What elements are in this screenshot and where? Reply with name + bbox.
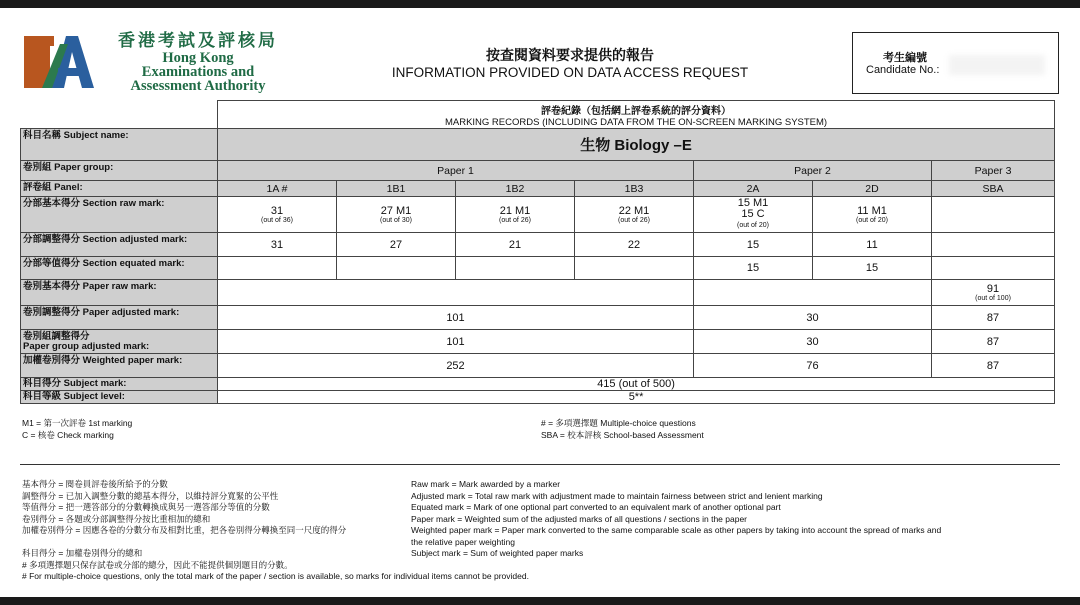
section-equated-sba — [932, 257, 1055, 280]
paper-group-adjusted-p2: 30 — [694, 330, 932, 354]
subject-name-label: 科目名稱 Subject name: — [21, 129, 218, 161]
section-raw-1b2 — [456, 197, 575, 233]
table-corner — [21, 101, 218, 129]
glossary-extra-item: 科目得分 = 加權卷別得分的總和 — [22, 548, 143, 558]
report-title — [360, 47, 780, 81]
section-raw-value: 15 M1 — [737, 197, 769, 209]
report-title-zh: 按查閱資料要求提供的報告 — [486, 47, 654, 63]
section-adjusted-1b1: 27 — [337, 233, 456, 257]
section-raw-out-of: (out of 36) — [261, 217, 293, 224]
weighted-paper-p2: 76 — [694, 354, 932, 378]
redacted-candidate-number — [949, 55, 1045, 75]
subject-level-value: 5** — [218, 391, 1055, 404]
bottom-border — [0, 597, 1080, 605]
paper-adjusted-p1: 101 — [218, 306, 694, 330]
paper-raw-p2 — [694, 280, 932, 306]
org-name-zh: 香港考試及評核局 — [118, 31, 278, 50]
glossary-zh-item: 卷別得分 = 各題或分部調整得分按比重相加的總和 — [22, 513, 211, 524]
subject-name-value: 生物 Biology –E — [218, 129, 1055, 161]
section-raw-out-of: (out of 26) — [499, 217, 531, 224]
glossary-zh-item: 調整得分 = 已加入調整分數的總基本得分，以維持評分寬緊的公平性 — [22, 490, 279, 501]
section-raw-out-of: (out of 20) — [856, 217, 888, 224]
glossary-en-item: Raw mark = Mark awarded by a marker — [411, 479, 561, 489]
glossary-en-item: Subject mark = Sum of weighted paper marks — [411, 548, 584, 558]
section-raw-value: 22 M1 — [618, 205, 650, 217]
section-raw-value: 11 M1 — [857, 205, 887, 217]
section-raw-check: 15 C — [741, 208, 765, 220]
marking-records-table — [20, 100, 1055, 404]
glossary-extra-item: # For multiple-choice questions, only the total mark of the paper / section is available, so marks for individual items cannot be provided. — [22, 571, 529, 581]
section-equated-2a: 15 — [694, 257, 813, 280]
subject-level-label: 科目等級 Subject level: — [21, 391, 218, 404]
subject-mark-value: 415 (out of 500) — [218, 378, 1055, 391]
glossary-zh — [22, 479, 346, 537]
section-raw-out-of: (out of 30) — [380, 217, 412, 224]
section-raw-1b1 — [337, 197, 456, 233]
panel-2a: 2A — [694, 181, 813, 197]
section-adjusted-label: 分部調整得分 Section adjusted mark: — [21, 233, 218, 257]
paper-group-adjusted-label-en: Paper group adjusted mark: — [23, 341, 150, 352]
org-name-en-1: Hong Kong — [162, 50, 234, 66]
section-equated-1b2 — [456, 257, 575, 280]
paper-adjusted-p3: 87 — [932, 306, 1055, 330]
section-adjusted-1a: 31 — [218, 233, 337, 257]
organization-name — [108, 31, 288, 93]
panel-2d: 2D — [813, 181, 932, 197]
note-m1: M1 = 第一次評卷 1st marking — [22, 418, 133, 428]
section-raw-1b3 — [575, 197, 694, 233]
report-title-en: INFORMATION PROVIDED ON DATA ACCESS REQUEST — [391, 65, 749, 80]
panel-1b3: 1B3 — [575, 181, 694, 197]
section-raw-out-of: (out of 26) — [618, 217, 650, 224]
glossary-en — [411, 479, 941, 560]
paper-group-2: Paper 2 — [694, 161, 932, 181]
panel-1a: 1A # — [218, 181, 337, 197]
section-raw-value: 27 M1 — [380, 205, 412, 217]
paper-group-adjusted-p3: 87 — [932, 330, 1055, 354]
paper-raw-p3 — [932, 280, 1055, 306]
note-sba: SBA = 校本評核 School-based Assessment — [541, 429, 704, 440]
paper-group-adjusted-p1: 101 — [218, 330, 694, 354]
paper-raw-p3-value: 91 — [986, 283, 1000, 295]
legend-left — [22, 418, 132, 441]
weighted-paper-label: 加權卷別得分 Weighted paper mark: — [21, 354, 218, 378]
section-raw-label: 分部基本得分 Section raw mark: — [21, 197, 218, 233]
weighted-paper-p1: 252 — [218, 354, 694, 378]
section-equated-label: 分部等值得分 Section equated mark: — [21, 257, 218, 280]
paper-adjusted-label: 卷別調整得分 Paper adjusted mark: — [21, 306, 218, 330]
subject-mark-label: 科目得分 Subject mark: — [21, 378, 218, 391]
panel-1b1: 1B1 — [337, 181, 456, 197]
panel-1b2: 1B2 — [456, 181, 575, 197]
section-equated-2d: 15 — [813, 257, 932, 280]
glossary-extra-item: # 多項選擇題只保存試卷或分部的總分，因此不能提供個別題目的分數。 — [22, 559, 293, 570]
glossary-en-item: Equated mark = Mark of one optional part converted to an equivalent mark of another optional part — [411, 502, 781, 512]
panel-sba: SBA — [932, 181, 1055, 197]
paper-raw-p1 — [218, 280, 694, 306]
paper-group-adjusted-label — [21, 330, 218, 354]
legend-right — [541, 418, 704, 441]
section-equated-1b1 — [337, 257, 456, 280]
section-raw-sba — [932, 197, 1055, 233]
paper-raw-label: 卷別基本得分 Paper raw mark: — [21, 280, 218, 306]
paper-adjusted-p2: 30 — [694, 306, 932, 330]
org-name-en-3: Assessment Authority — [130, 78, 266, 94]
paper-group-adjusted-label-zh: 卷別組調整得分 — [23, 331, 90, 342]
hkeaa-logo-icon — [22, 30, 98, 94]
glossary-en-item: Weighted paper mark = Paper mark converted to the same comparable scale as other papers by taking into account the spread of marks and — [411, 525, 942, 535]
paper-group-label: 卷別組 Paper group: — [21, 161, 218, 181]
section-raw-1a — [218, 197, 337, 233]
paper-group-3: Paper 3 — [932, 161, 1055, 181]
glossary-zh-item: 加權卷別得分 = 因應各卷的分數分布及相對比重，把各卷別得分轉換至同一尺度的得分 — [22, 525, 347, 535]
section-adjusted-1b3: 22 — [575, 233, 694, 257]
section-raw-value: 31 — [270, 205, 284, 217]
section-adjusted-2a: 15 — [694, 233, 813, 257]
paper-group-1: Paper 1 — [218, 161, 694, 181]
glossary-zh-item: 基本得分 = 閱卷員評卷後所給予的分數 — [22, 479, 168, 489]
section-raw-2d — [813, 197, 932, 233]
divider — [20, 464, 1060, 465]
section-raw-out-of: (out of 20) — [737, 222, 769, 229]
section-equated-1a — [218, 257, 337, 280]
paper-raw-p3-out-of: (out of 100) — [975, 295, 1011, 302]
candidate-label-en: Candidate No.: — [866, 64, 940, 76]
note-c: C = 核卷 Check marking — [22, 429, 114, 440]
section-adjusted-sba — [932, 233, 1055, 257]
section-adjusted-1b2: 21 — [456, 233, 575, 257]
panel-label: 評卷組 Panel: — [21, 181, 218, 197]
glossary-en-item: the relative paper weighting — [411, 536, 515, 547]
table-title-zh: 評卷紀錄（包括網上評卷系統的評分資料） — [541, 105, 732, 117]
section-raw-2a — [694, 197, 813, 233]
org-name-en-2: Examinations and — [141, 64, 255, 80]
section-adjusted-2d: 11 — [813, 233, 932, 257]
glossary-en-item: Paper mark = Weighted sum of the adjusted marks of all questions / sections in the paper — [411, 513, 748, 524]
candidate-box — [852, 32, 1059, 94]
section-raw-value: 21 M1 — [499, 205, 531, 217]
table-title — [218, 101, 1055, 129]
weighted-paper-p3: 87 — [932, 354, 1055, 378]
glossary-zh-item: 等值得分 = 把一選答部分的分數轉換成與另一選答部分等值的分數 — [22, 502, 270, 512]
table-title-en: MARKING RECORDS (INCLUDING DATA FROM THE ON-SCREEN MARKING SYSTEM) — [444, 116, 828, 128]
glossary-en-item: Adjusted mark = Total raw mark with adjustment made to maintain fairness between strict and lenient marking — [411, 490, 823, 501]
top-border — [0, 0, 1080, 8]
note-hash: # = 多項選擇題 Multiple-choice questions — [541, 418, 696, 428]
section-equated-1b3 — [575, 257, 694, 280]
candidate-label-zh: 考生編號 — [883, 52, 927, 64]
